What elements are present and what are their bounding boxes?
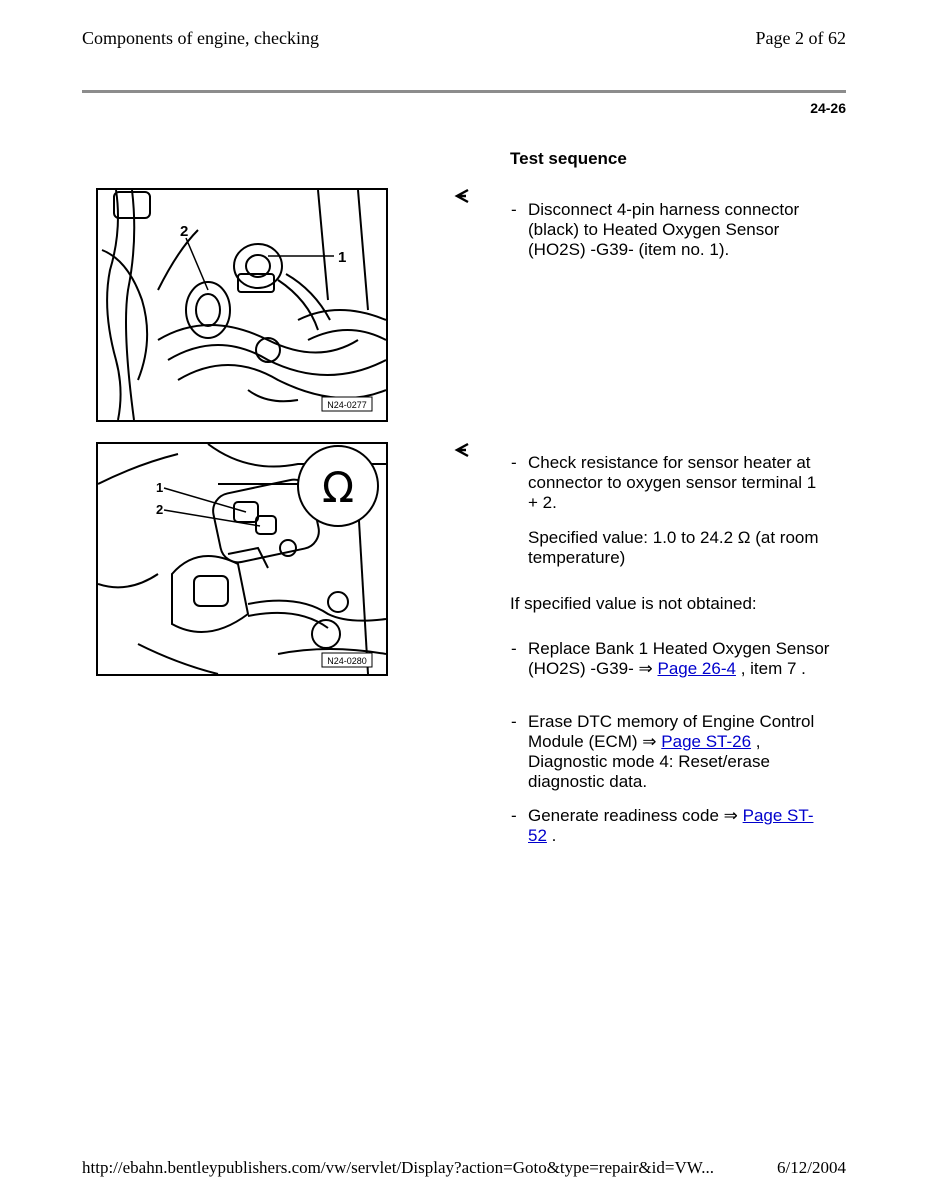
- step-tail: , Diagnostic mode 4: Reset/erase diagnostic data.: [528, 732, 770, 791]
- figure1-callout-2: 2: [180, 223, 189, 240]
- figure-harness-connector: [96, 188, 388, 422]
- step-text: Disconnect 4-pin harness connector (black) to Heated Oxygen Sensor (HO2S) -G39- (item no. 1).: [528, 200, 800, 259]
- list-dash: -: [511, 712, 517, 731]
- figure2-callout-1: 1: [156, 480, 164, 495]
- section-number: 24-26: [810, 100, 846, 116]
- step-text: Generate readiness code ⇒: [528, 806, 738, 825]
- figure-resistance-check: [96, 442, 388, 676]
- figure2-code: N24-0280: [327, 656, 367, 666]
- header-divider: [82, 90, 846, 93]
- figure2-callout-2: 2: [156, 502, 164, 517]
- step-check-resistance: [511, 453, 828, 513]
- footer-date: 6/12/2004: [777, 1158, 846, 1177]
- figure1-callout-1: 1: [338, 249, 347, 266]
- document-title: Components of engine, checking: [82, 28, 319, 48]
- step-replace-sensor: [511, 639, 830, 679]
- footer-url: http://ebahn.bentleypublishers.com/vw/servlet/Display?action=Goto&type=repair&id=VW...: [82, 1158, 714, 1177]
- figure-pointer-icon: [454, 442, 472, 462]
- section-heading: Test sequence: [510, 149, 627, 168]
- engine-illustration-1: [98, 190, 386, 420]
- step-disconnect-connector: [511, 200, 828, 260]
- step-readiness-code: [511, 806, 818, 846]
- ohm-symbol: Ω: [321, 463, 355, 512]
- step-erase-dtc: [511, 712, 828, 792]
- step-text: Check resistance for sensor heater at connector to oxygen sensor terminal 1 + 2.: [528, 453, 817, 512]
- figure-pointer-icon: [454, 188, 472, 208]
- page-number: Page 2 of 62: [755, 28, 846, 48]
- list-dash: -: [511, 200, 517, 219]
- engine-illustration-2: [98, 444, 386, 674]
- step-tail: .: [551, 826, 557, 845]
- step-tail: , item 7 .: [740, 659, 806, 678]
- page-st-26-link[interactable]: Page ST-26: [661, 732, 752, 751]
- step-text: Erase DTC memory of Engine Control Module (ECM) ⇒: [528, 712, 815, 751]
- page-st-52-link[interactable]: Page ST-52: [528, 806, 814, 845]
- page-26-4-link[interactable]: Page 26-4: [657, 659, 736, 678]
- not-obtained-note: If specified value is not obtained:: [510, 594, 757, 613]
- list-dash: -: [511, 639, 517, 658]
- step-text: Replace Bank 1 Heated Oxygen Sensor (HO2S) -G39- ⇒: [528, 639, 830, 678]
- list-dash: -: [511, 806, 517, 825]
- specified-value: Specified value: 1.0 to 24.2 Ω (at room temperature): [528, 528, 819, 567]
- figure1-code: N24-0277: [327, 400, 367, 410]
- list-dash: -: [511, 453, 517, 472]
